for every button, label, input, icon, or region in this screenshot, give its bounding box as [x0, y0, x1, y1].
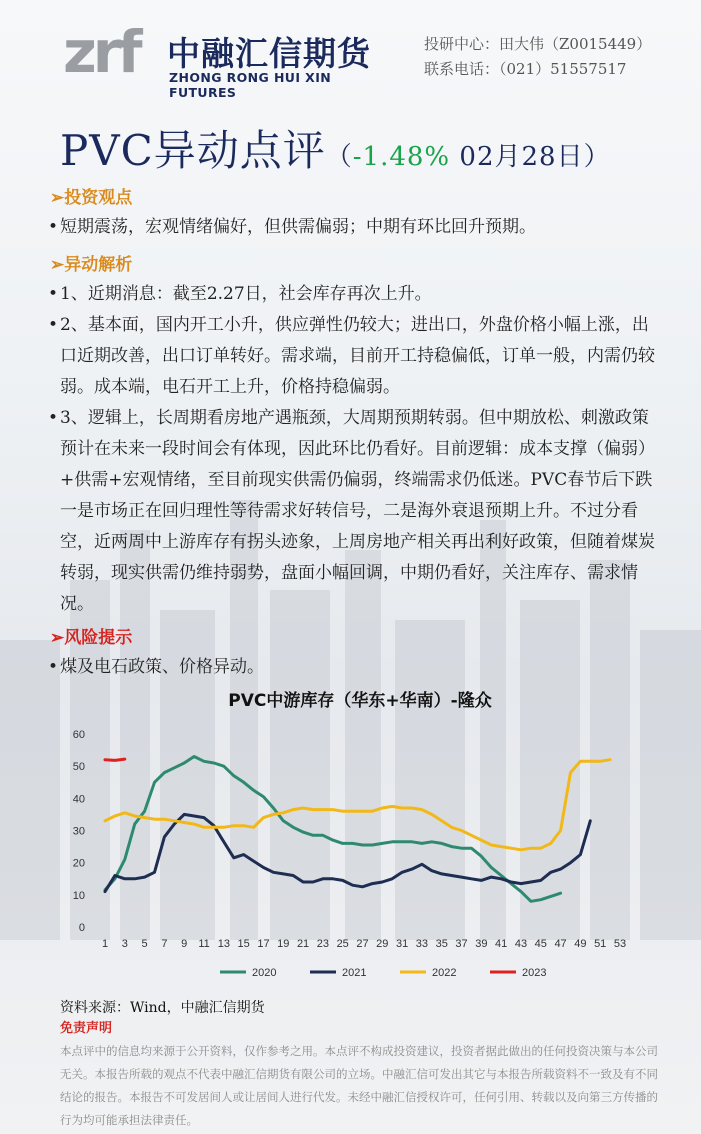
contact-phone: 联系电话：（021）51557517 — [424, 60, 627, 78]
y-tick-label: 30 — [72, 825, 85, 838]
section-risk: ➢风险提示 — [50, 628, 133, 648]
section-analysis: ➢异动解析 — [50, 255, 133, 275]
x-tick-label: 19 — [277, 938, 290, 950]
x-tick-label: 45 — [534, 938, 547, 950]
bullet: • — [48, 408, 59, 428]
y-tick-label: 40 — [72, 793, 85, 806]
series-line-2021 — [105, 814, 590, 891]
analysis-item-2 — [48, 310, 660, 403]
series-line-2023 — [105, 759, 125, 760]
analysis-item-1 — [48, 279, 660, 310]
company-logo — [55, 12, 385, 100]
chart-svg — [60, 684, 660, 994]
analysis-text-1: 1、近期消息：截至2.27日，社会库存再次上升。 — [60, 284, 432, 304]
x-tick-label: 31 — [395, 938, 409, 950]
logo-mark: zrf — [63, 18, 139, 86]
x-tick-label: 13 — [217, 938, 230, 950]
bullet: • — [48, 657, 59, 677]
view-paragraph — [48, 212, 660, 243]
x-tick-label: 35 — [435, 938, 448, 950]
title-main: PVC异动点评 — [60, 126, 326, 175]
x-tick-label: 9 — [181, 938, 188, 950]
x-tick-label: 15 — [237, 938, 250, 950]
x-tick-label: 11 — [198, 938, 210, 950]
analysis-text-2: 2、基本面，国内开工小升，供应弹性仍较大；进出口，外盘价格小幅上涨，出口近期改善，出口订单转好。需求端，目前开工持稳偏低，订单一般，内需仍较弱。成本端，电石开工上升，价格持稳偏弱。 — [60, 315, 655, 397]
x-tick-label: 17 — [257, 938, 270, 950]
title-paren-close: ） — [583, 142, 611, 172]
title-change-pct: -1.48% — [352, 142, 451, 172]
legend-label-2021: 2021 — [342, 967, 367, 979]
view-text: 短期震荡，宏观情绪偏好，但供需偏弱；中期有环比回升预期。 — [60, 217, 536, 237]
x-tick-label: 21 — [296, 938, 310, 950]
data-source: 资料来源：Wind，中融汇信期货 — [60, 1000, 265, 1016]
x-tick-label: 53 — [613, 938, 627, 950]
bullet: • — [48, 315, 59, 335]
bullet: • — [48, 284, 59, 304]
logo-chinese-name: 中融汇信期货 — [167, 34, 371, 73]
header — [0, 0, 701, 110]
analysis-item-3 — [48, 403, 660, 620]
logo-english-name: ZHONG RONG HUI XIN FUTURES — [169, 70, 332, 100]
contact-analyst: 投研中心：田大伟（Z0015449） — [424, 35, 652, 53]
x-tick-label: 29 — [376, 938, 389, 950]
x-tick-label: 5 — [141, 938, 148, 950]
x-tick-label: 33 — [415, 938, 429, 950]
y-tick-label: 20 — [72, 857, 85, 870]
legend-label-2020: 2020 — [252, 967, 277, 979]
disclaimer-text: 本点评中的信息均来源于公开资料，仅作参考之用。本点评不构成投资建议，投资者据此做出的任何投资决策与本公司无关。本报告所载的观点不代表中融汇信期货有限公司的立场。中融汇信可发出其它与本报告所载资料不一致及有不同结论的报告。本报告不可发居间人或让居间人进行代发。未经中融汇信授权许可，任何引用、转载以及向第三方传播的行为均可能承担法律责任。 — [60, 1044, 658, 1127]
page-title — [60, 118, 611, 178]
x-tick-label: 7 — [161, 938, 168, 950]
x-tick-label: 23 — [316, 938, 330, 950]
analysis-text-3: 3、逻辑上，长周期看房地产遇瓶颈，大周期预期转弱。但中期放松、刺激政策预计在未来一段时间会有体现，因此环比仍看好。目前逻辑：成本支撑（偏弱）+供需+宏观情绪，至目前现实供需仍偏弱，终端需求仍低迷。PVC春节后下跌一是市场正在回归理性等待需求好转信号，二是海外衰退预期上升。不过分看空，近两周中上游库存有拐头迹象，上周房地产相关再出利好政策，但随着煤炭转弱，现实供需仍维持弱势，盘面小幅回调，中期仍看好，关注库存、需求情况。 — [60, 408, 655, 614]
x-tick-label: 25 — [336, 938, 349, 950]
series-line-2022 — [105, 760, 610, 850]
x-tick-label: 51 — [594, 938, 607, 950]
y-tick-label: 10 — [72, 889, 85, 902]
x-tick-label: 3 — [121, 938, 128, 950]
disclaimer-title: 免责声明 — [60, 1021, 113, 1036]
y-tick-label: 60 — [72, 729, 85, 741]
x-tick-label: 47 — [554, 938, 567, 950]
risk-paragraph — [48, 652, 660, 683]
y-tick-label: 0 — [78, 922, 85, 934]
x-tick-label: 1 — [101, 938, 109, 950]
x-tick-label: 27 — [356, 938, 369, 950]
inventory-chart — [60, 684, 660, 994]
x-tick-label: 39 — [475, 938, 488, 950]
y-tick-label: 50 — [72, 761, 85, 774]
title-date: 02月28日 — [450, 142, 584, 172]
x-tick-label: 49 — [574, 938, 587, 950]
title-paren-open: （ — [325, 142, 353, 172]
x-tick-label: 41 — [495, 938, 508, 950]
x-tick-label: 37 — [455, 938, 468, 950]
chart-title: PVC中游库存（华东+华南）-隆众 — [228, 691, 492, 711]
section-investment-view: ➢投资观点 — [50, 188, 133, 208]
bullet: • — [48, 217, 59, 237]
legend-label-2023: 2023 — [522, 967, 547, 979]
x-tick-label: 43 — [514, 938, 528, 950]
legend-label-2022: 2022 — [432, 967, 457, 979]
contact-info — [424, 32, 651, 82]
risk-text: 煤及电石政策、价格异动。 — [60, 657, 264, 677]
